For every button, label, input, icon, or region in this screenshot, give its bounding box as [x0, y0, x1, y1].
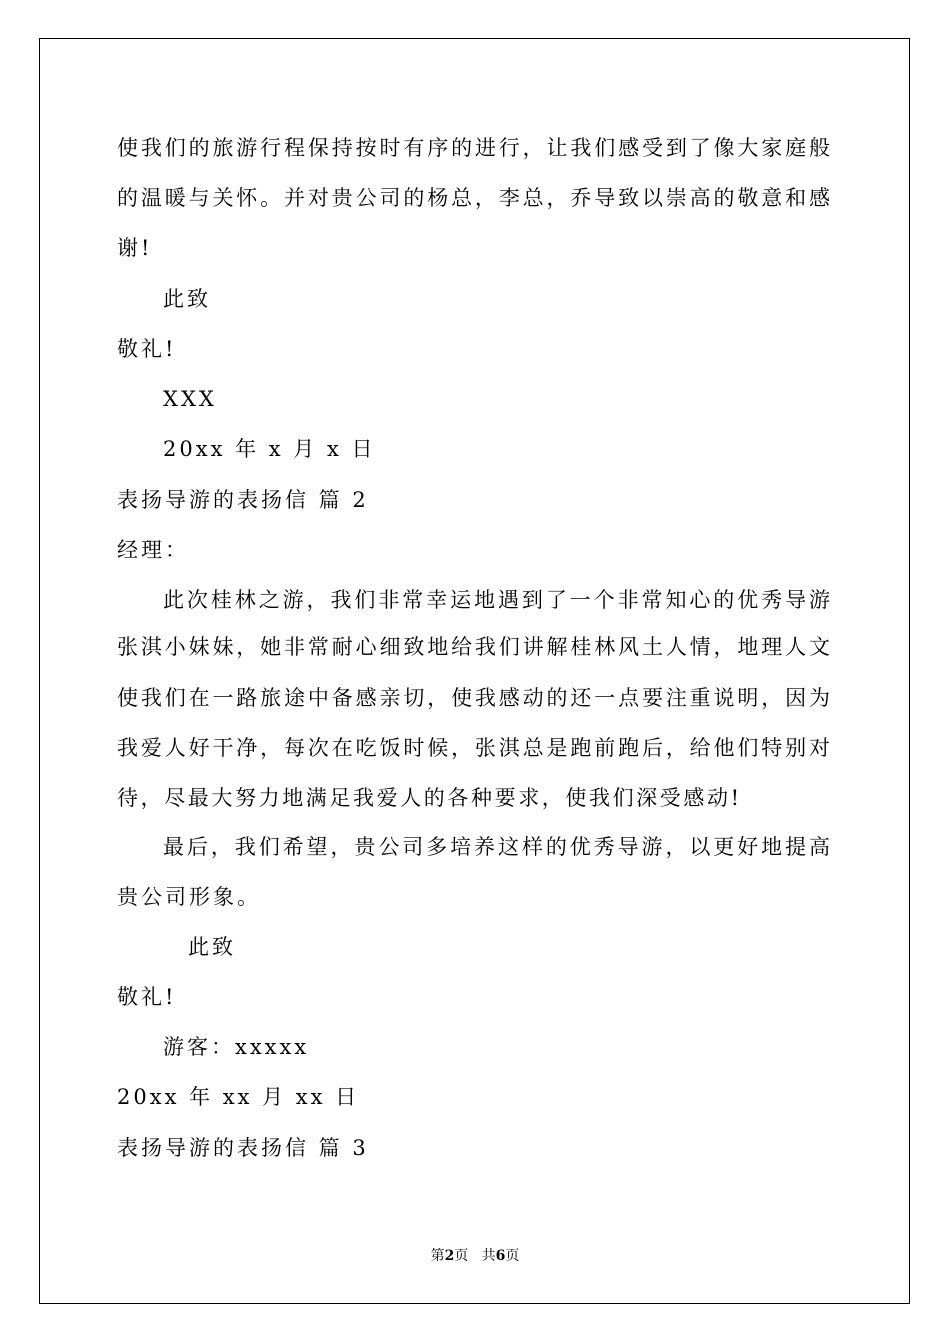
closing-salute-2: 敬礼!	[117, 985, 177, 1009]
footer-page-prefix: 第	[430, 1248, 445, 1264]
body-line-1: 使我们的旅游行程保持按时有序的进行，让我们感受到了像大家庭般	[117, 136, 830, 160]
paragraph-2-line-2: 贵公司形象。	[117, 885, 261, 909]
footer-total-suffix: 页	[505, 1248, 520, 1264]
page-border	[39, 38, 910, 1304]
paragraph-1-line-3: 使我们在一路旅途中备感亲切，使我感动的还一点要注重说明，因为	[117, 686, 830, 710]
page-footer	[0, 1247, 950, 1265]
footer-page-suffix: 页	[454, 1248, 469, 1264]
footer-page-number: 2	[444, 1248, 455, 1264]
section-heading-3: 表扬导游的表扬信 篇 3	[117, 1136, 369, 1160]
footer-total-prefix: 共	[481, 1248, 496, 1264]
closing-greeting: 此致	[163, 287, 211, 311]
salutation: 经理：	[117, 538, 189, 562]
paragraph-2-line-1: 最后，我们希望，贵公司多培养这样的优秀导游，以更好地提高	[163, 835, 830, 859]
section-heading-2: 表扬导游的表扬信 篇 2	[117, 488, 369, 512]
signature-visitor: 游客：xxxxx	[163, 1035, 310, 1059]
signature-name: XXX	[163, 387, 217, 411]
paragraph-1-line-4: 我爱人好干净，每次在吃饭时候，张淇总是跑前跑后，给他们特别对	[117, 736, 830, 760]
closing-greeting-2: 此致	[188, 935, 236, 959]
signature-date: 20xx 年 x 月 x 日	[163, 437, 376, 461]
footer-total-number: 6	[495, 1248, 506, 1264]
body-line-2: 的温暖与关怀。并对贵公司的杨总，李总，乔导致以崇高的敬意和感	[117, 186, 830, 210]
closing-salute: 敬礼!	[117, 337, 177, 361]
signature-date-2: 20xx 年 xx 月 xx 日	[117, 1085, 360, 1109]
paragraph-1-line-1: 此次桂林之游，我们非常幸运地遇到了一个非常知心的优秀导游	[163, 588, 830, 612]
paragraph-1-line-2: 张淇小妹妹，她非常耐心细致地给我们讲解桂林风土人情，地理人文	[117, 635, 830, 659]
paragraph-1-line-5: 待，尽最大努力地满足我爱人的各种要求，使我们深受感动!	[117, 786, 742, 810]
body-line-3: 谢!	[117, 236, 153, 260]
